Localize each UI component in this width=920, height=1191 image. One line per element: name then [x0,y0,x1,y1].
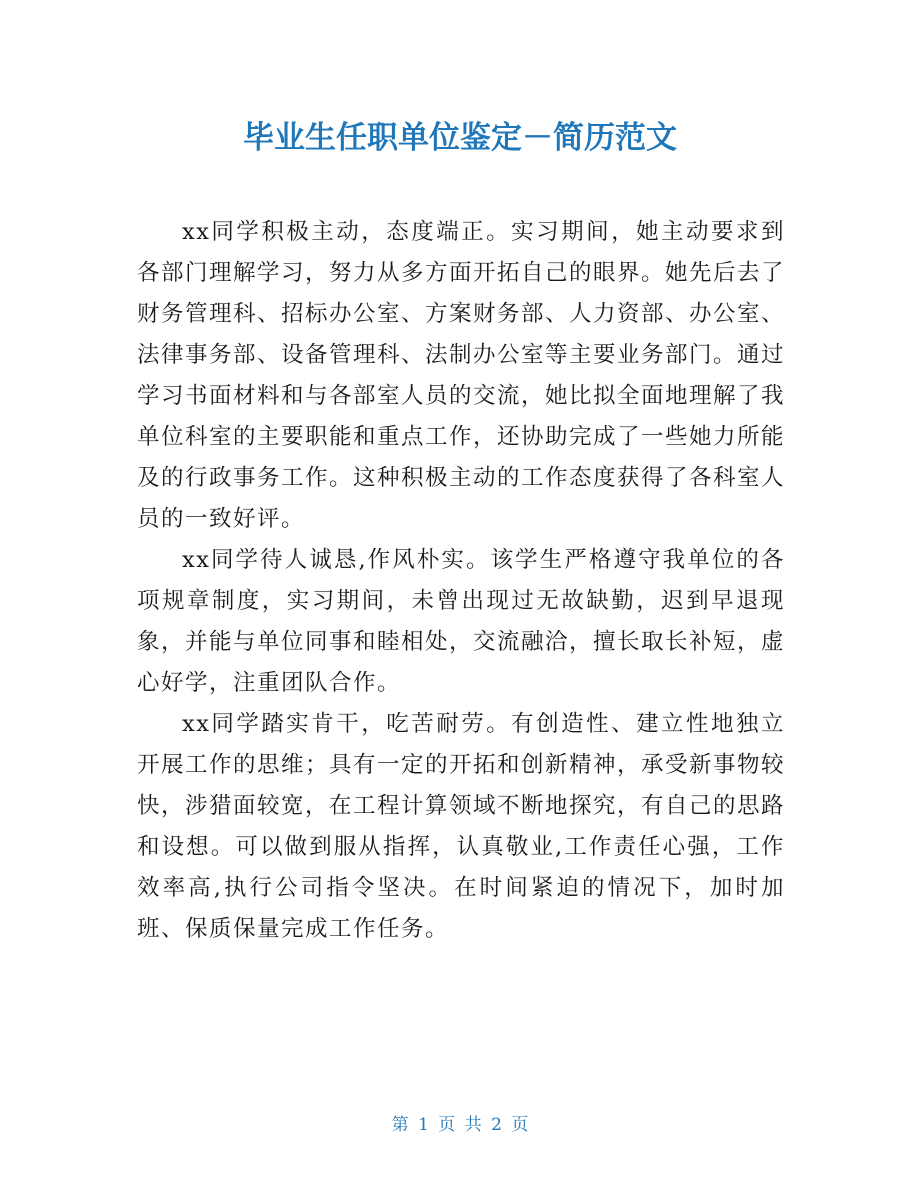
paragraph-2: xx同学待人诚恳,作风朴实。该学生严格遵守我单位的各项规章制度，实习期间，未曾出现过无故缺勤，迟到早退现象，并能与单位同事和睦相处，交流融洽，擅长取长补短，虚心好学，注重团队合作。 [137,547,786,696]
paragraph-1: xx同学积极主动，态度端正。实习期间，她主动要求到各部门理解学习，努力从多方面开拓自己的眼界。她先后去了财务管理科、招标办公室、方案财务部、人力资部、办公室、法律事务部、设备管理科、法制办公室等主要业务部门。通过学习书面材料和与各部室人员的交流，她比拟全面地理解了我单位科室的主要职能和重点工作，还协助完成了一些她力所能及的行政事务工作。这种积极主动的工作态度获得了各科室人员的一致好评。 [137,219,786,532]
document-body [137,212,785,950]
page-number-footer: 第 1 页 共 2 页 [391,1115,529,1135]
document-title: 毕业生任职单位鉴定－简历范文 [243,120,677,156]
paragraph-3: xx同学踏实肯干，吃苦耐劳。有创造性、建立性地独立开展工作的思维；具有一定的开拓和创新精神，承受新事物较快，涉猎面较宽，在工程计算领域不断地探究，有自己的思路和设想。可以做到服从指挥，认真敬业,工作责任心强，工作效率高,执行公司指令坚决。在时间紧迫的情况下，加时加班、保质保量完成工作任务。 [137,711,786,942]
